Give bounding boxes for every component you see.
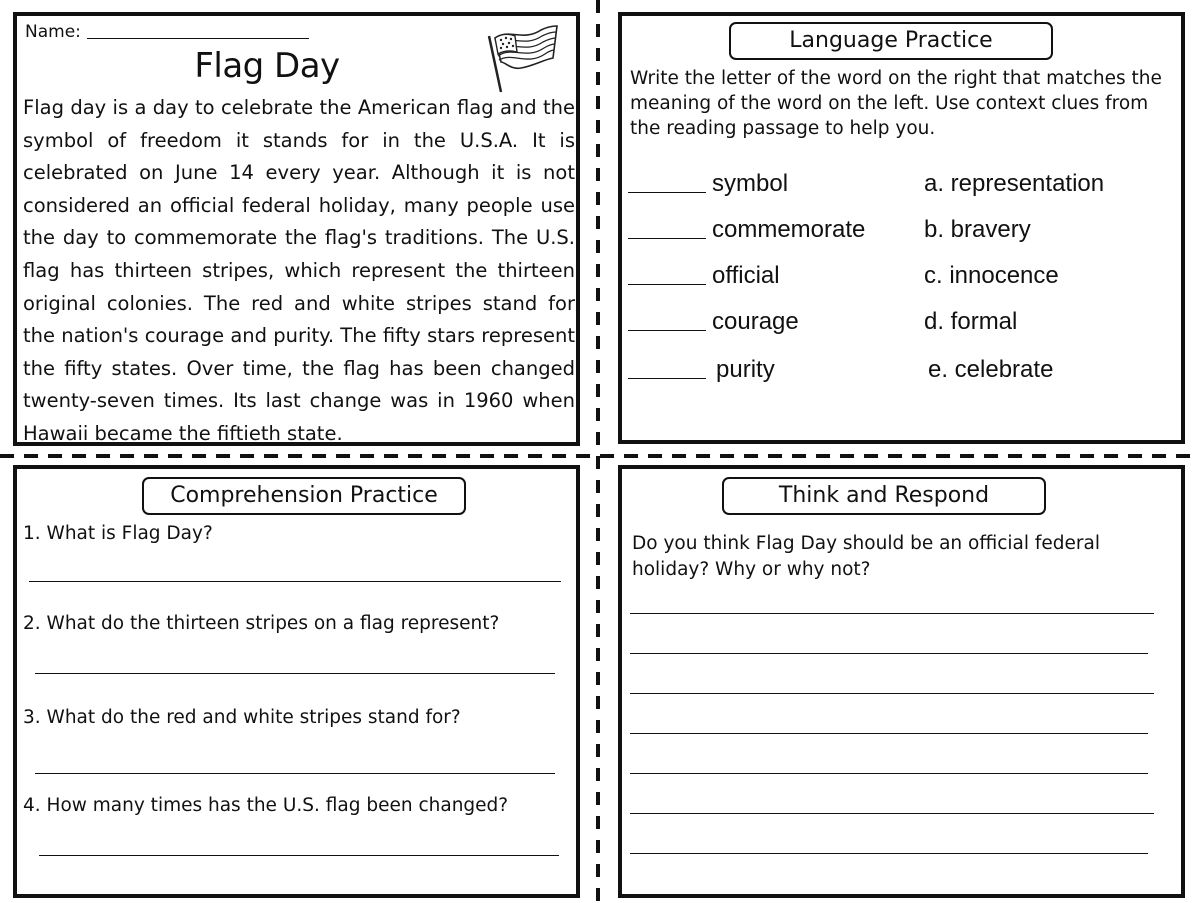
answer-line[interactable]: [35, 673, 555, 674]
match-row: [622, 170, 1181, 210]
response-line[interactable]: [630, 693, 1154, 694]
comprehension-practice-panel: [13, 465, 580, 898]
response-line[interactable]: [630, 653, 1148, 654]
flag-icon: [483, 22, 561, 94]
match-row: [622, 308, 1181, 348]
question: 1. What is Flag Day?: [23, 523, 213, 544]
match-row: [622, 356, 1181, 396]
question: 3. What do the red and white stripes stand for?: [23, 707, 461, 728]
match-option: d. formal: [924, 308, 1018, 335]
language-practice-heading: Language Practice: [729, 22, 1053, 60]
answer-blank[interactable]: [628, 192, 706, 193]
reading-passage: Flag day is a day to celebrate the American flag and the symbol of freedom it stands for in the U.S.A. It is celebrated on June 14 every year. Although it is not considered an official federal holiday, many people use the day to commemorate the flag's traditions. The U.S. flag has thirteen stripes, which represent the thirteen original colonies. The red and white stripes stand for the nation's courage and purity. The fifty stars represent the fifty states. Over time, the flag has been changed twenty-seven times. Its last change was in 1960 when Hawaii became the fiftieth state.: [23, 96, 575, 445]
response-line[interactable]: [630, 813, 1154, 814]
match-option: e. celebrate: [928, 356, 1054, 383]
question: 2. What do the thirteen stripes on a flag represent?: [23, 613, 500, 634]
think-and-respond-heading: Think and Respond: [722, 477, 1046, 515]
match-term: purity: [716, 356, 775, 383]
response-line[interactable]: [630, 733, 1148, 734]
match-term: symbol: [712, 170, 789, 197]
response-line[interactable]: [630, 613, 1154, 614]
answer-line[interactable]: [29, 581, 561, 582]
name-field[interactable]: [87, 38, 309, 39]
response-line[interactable]: [630, 853, 1148, 854]
answer-blank[interactable]: [628, 330, 706, 331]
language-practice-panel: [618, 12, 1185, 444]
matching-instructions: Write the letter of the word on the right that matches the meaning of the word on the left. Use context clues from the reading passage to help you.: [630, 68, 1162, 139]
vertical-cut-line: [596, 0, 600, 903]
page-title: Flag Day: [194, 46, 340, 86]
answer-blank[interactable]: [628, 378, 706, 379]
answer-blank[interactable]: [628, 284, 706, 285]
answer-line[interactable]: [35, 773, 555, 774]
match-option: c. innocence: [924, 262, 1059, 289]
match-option: b. bravery: [924, 216, 1031, 243]
name-label: Name:: [25, 22, 81, 42]
horizontal-cut-line: [0, 454, 1200, 458]
think-and-respond-panel: [618, 465, 1185, 898]
response-prompt: Do you think Flag Day should be an official federal holiday? Why or why not?: [632, 533, 1101, 580]
reading-passage-panel: [13, 12, 580, 446]
comprehension-practice-heading: Comprehension Practice: [142, 477, 466, 515]
match-term: commemorate: [712, 216, 866, 243]
match-row: [622, 216, 1181, 256]
match-row: [622, 262, 1181, 302]
answer-line[interactable]: [39, 855, 559, 856]
match-option: a. representation: [924, 170, 1105, 197]
response-line[interactable]: [630, 773, 1148, 774]
match-term: courage: [712, 308, 799, 335]
match-term: official: [712, 262, 780, 289]
answer-blank[interactable]: [628, 238, 706, 239]
question: 4. How many times has the U.S. flag been changed?: [23, 795, 509, 816]
